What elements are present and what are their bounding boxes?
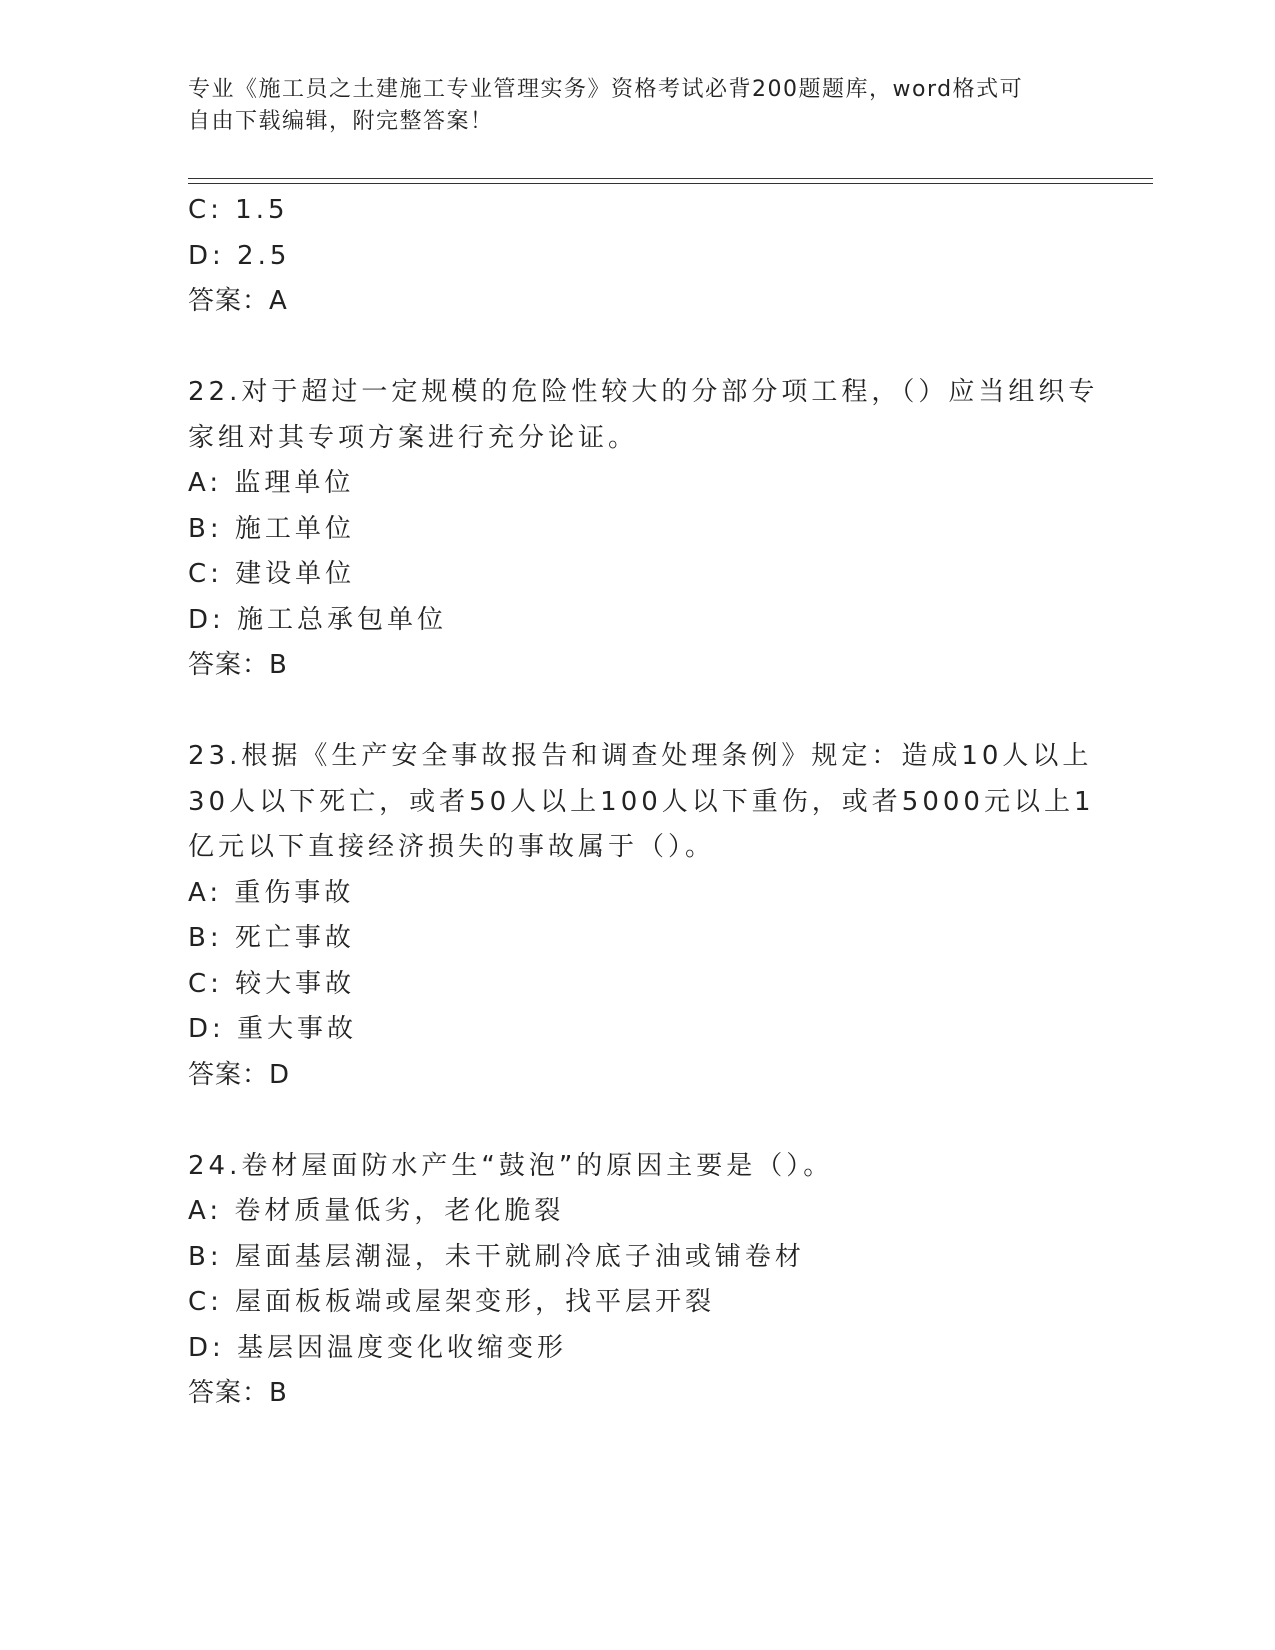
option-b: B: 施工单位	[188, 513, 355, 544]
spacer	[188, 325, 1088, 371]
document-header	[188, 74, 1068, 138]
option-d: D: 施工总承包单位	[188, 604, 448, 635]
option-a: A: 重伤事故	[188, 877, 355, 908]
question-body	[188, 188, 1099, 1417]
question-24	[188, 1144, 1088, 1417]
answer-line: 答案：D	[188, 1059, 291, 1090]
question-text-line: 22.对于超过一定规模的危险性较大的分部分项工程，（）应当组织专	[188, 377, 1099, 407]
option-c: C: 建设单位	[188, 559, 356, 589]
question-text-line: 家组对其专项方案进行充分论证。	[188, 422, 639, 453]
question-text-line: 亿元以下直接经济损失的事故属于（）。	[188, 832, 716, 862]
question-22	[188, 370, 1099, 689]
spacer	[188, 1098, 1088, 1144]
question-text-line: 24.卷材屋面防水产生“鼓泡”的原因主要是（）。	[188, 1150, 834, 1181]
header-divider-bottom	[188, 183, 1153, 184]
option-d: D: 2.5	[188, 240, 291, 271]
option-c: C: 1.5	[188, 195, 289, 225]
answer-line: 答案：B	[188, 1378, 288, 1408]
answer-line: 答案：B	[188, 650, 288, 680]
option-d: D: 基层因温度变化收缩变形	[188, 1332, 568, 1363]
option-a: A: 监理单位	[188, 468, 355, 498]
question-text-line: 30人以下死亡，或者50人以上100人以下重伤，或者5000元以上1	[188, 786, 1095, 817]
header-title-line-1: 专业《施工员之土建施工专业管理实务》资格考试必背200题题库，word格式可	[188, 77, 1024, 102]
previous-question-tail	[188, 188, 1088, 325]
spacer	[188, 689, 1088, 735]
option-c: C: 较大事故	[188, 968, 356, 999]
option-b: B: 死亡事故	[188, 923, 355, 953]
option-c: C: 屋面板板端或屋架变形，找平层开裂	[188, 1287, 716, 1317]
option-b: B: 屋面基层潮湿，未干就刷冷底子油或铺卷材	[188, 1241, 805, 1272]
question-23	[188, 734, 1095, 1098]
header-divider-top	[188, 178, 1153, 179]
option-d: D: 重大事故	[188, 1014, 358, 1044]
answer-line: 答案：A	[188, 286, 288, 316]
header-title-line-2: 自由下载编辑，附完整答案！	[188, 109, 494, 134]
option-a: A: 卷材质量低劣，老化脆裂	[188, 1196, 565, 1226]
question-text-line: 23.根据《生产安全事故报告和调查处理条例》规定：造成10人以上	[188, 741, 1093, 771]
